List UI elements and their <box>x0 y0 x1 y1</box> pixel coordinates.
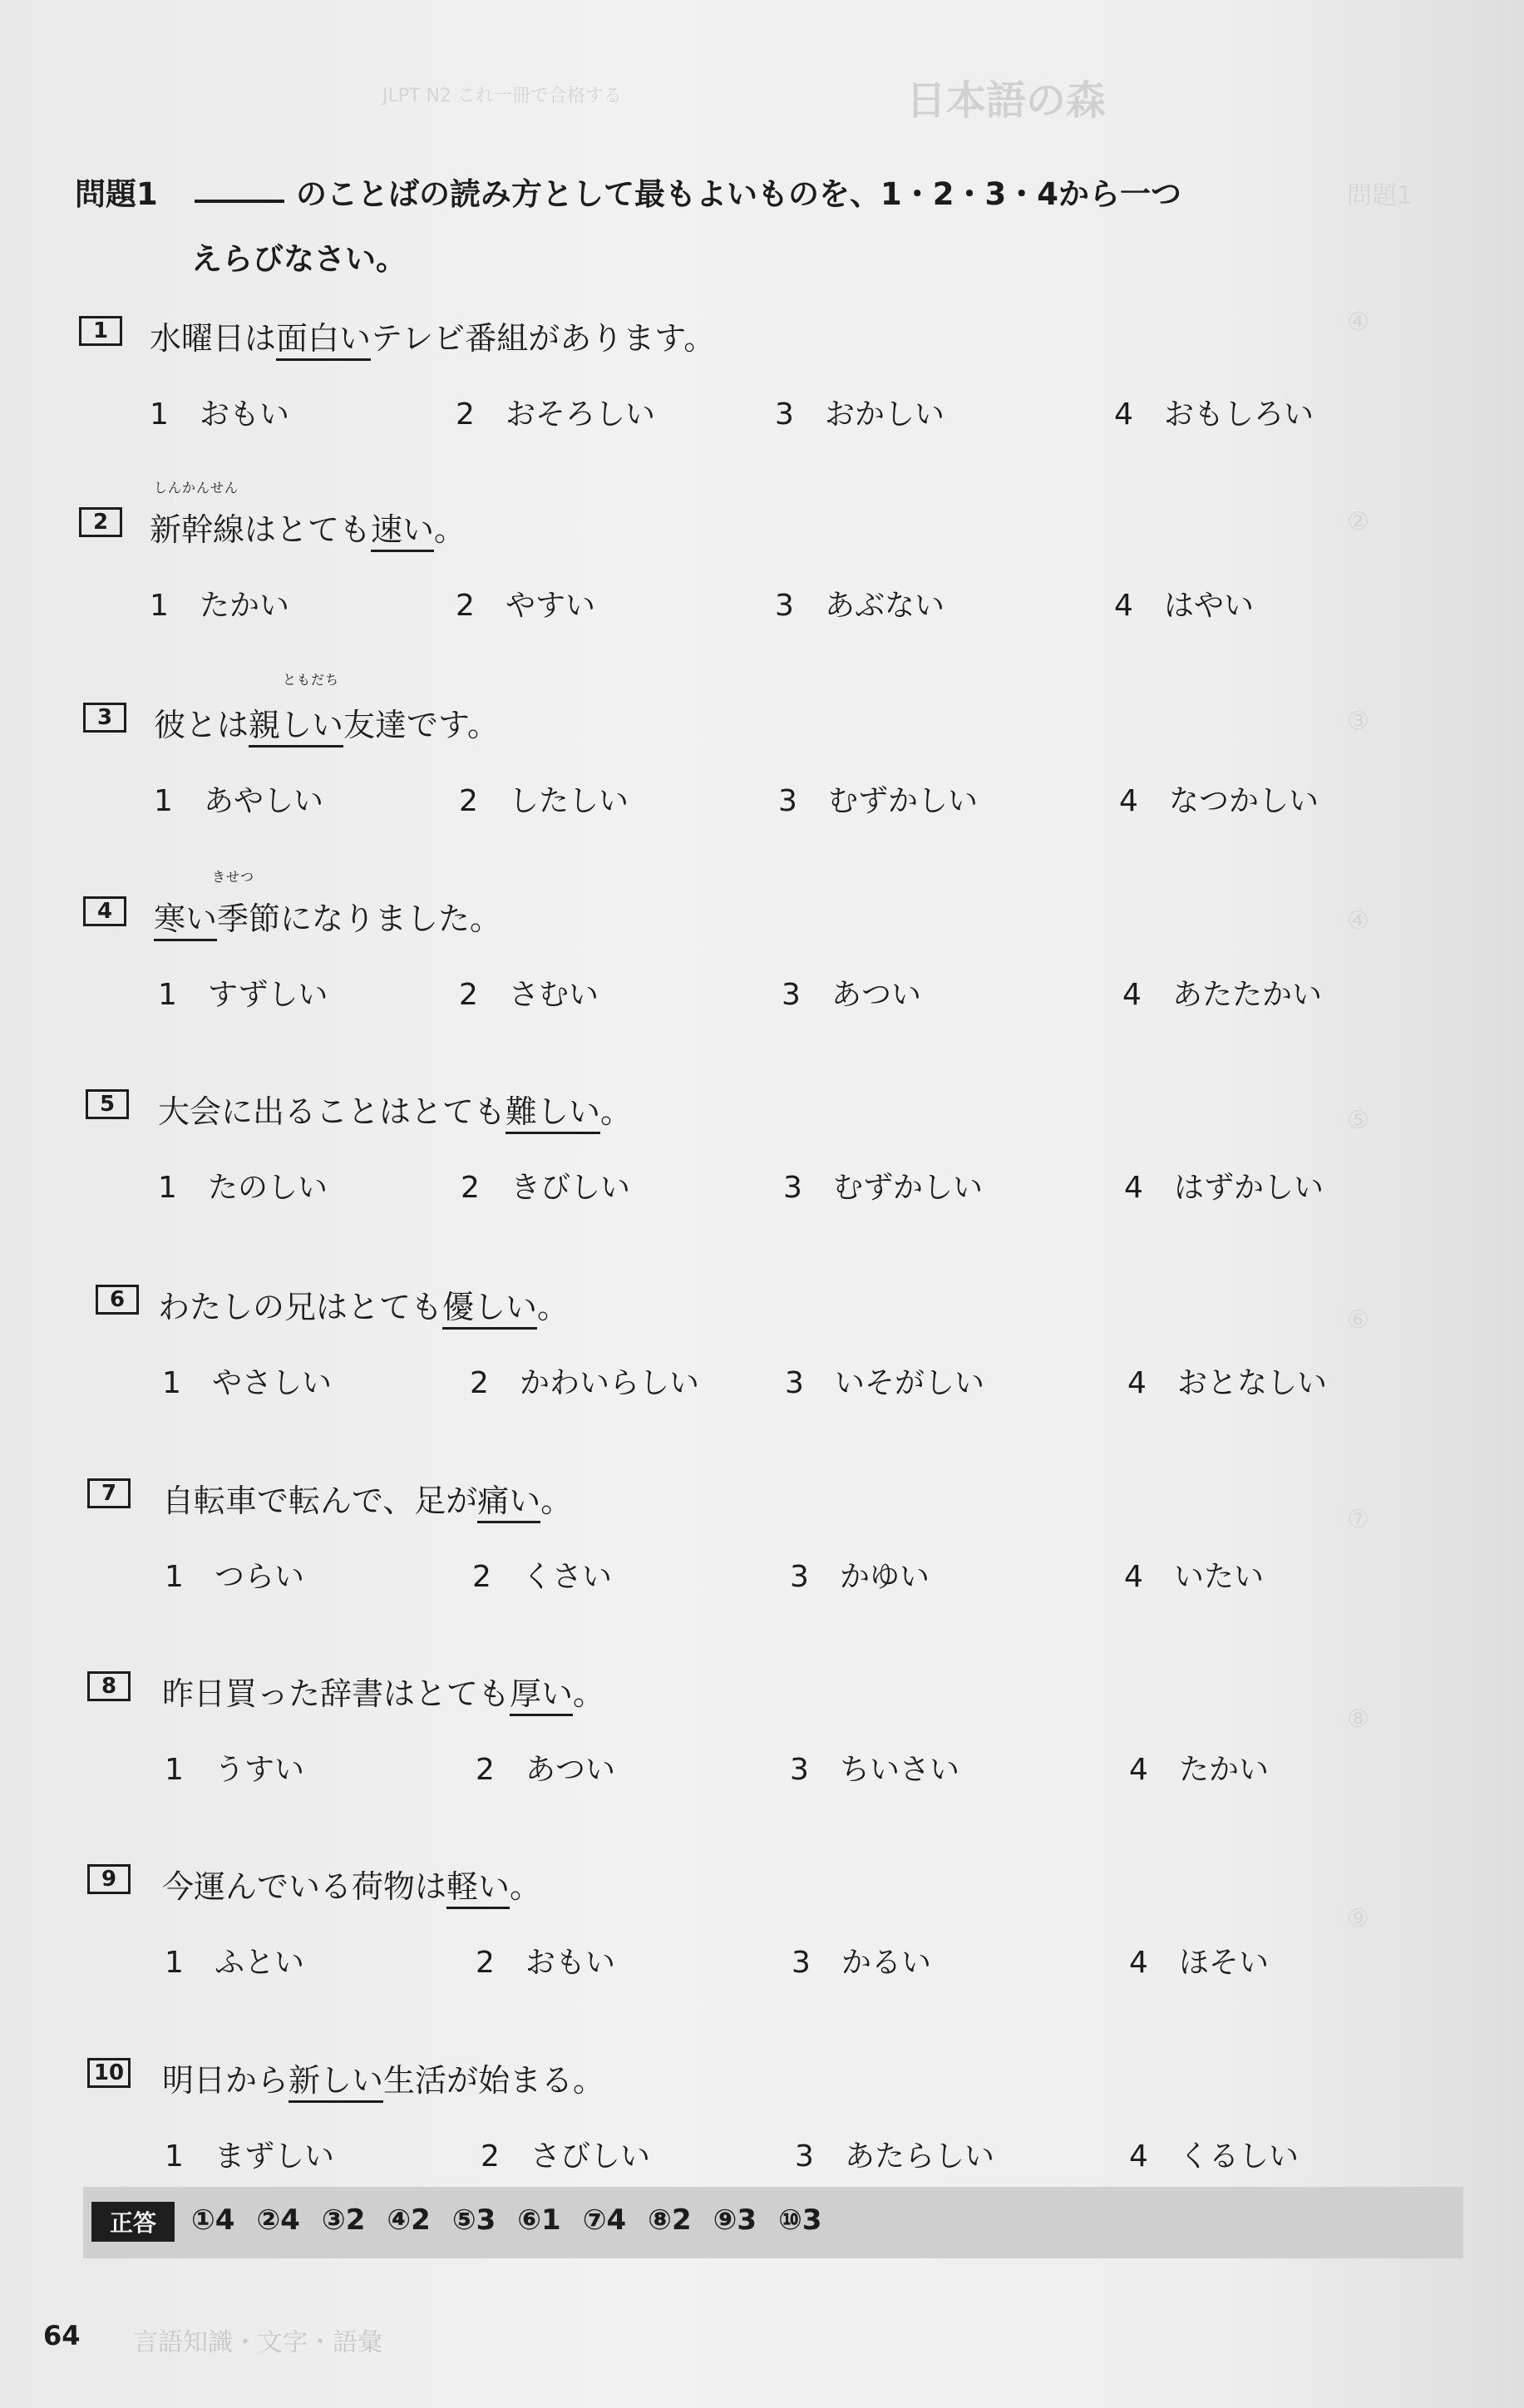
option-text: ちいさい <box>840 1753 960 1787</box>
option-text: あつい <box>831 978 922 1012</box>
option-number: 3 <box>783 1171 802 1205</box>
option-number: 1 <box>158 978 177 1012</box>
underlined-word: 寒い <box>154 901 217 941</box>
option-text: あたらしい <box>845 2139 995 2174</box>
option-1 <box>165 1746 304 1789</box>
question-text-before: 大会に出ることはとても <box>158 1093 506 1130</box>
underlined-word: 優しい <box>442 1289 537 1330</box>
option-number: 2 <box>459 784 478 818</box>
option-text: かるい <box>841 1946 932 1980</box>
problem-label: 問題1 <box>75 176 158 212</box>
option-number: 1 <box>165 2139 184 2174</box>
option-4 <box>1122 971 1322 1014</box>
option-text: あたたかい <box>1172 978 1323 1012</box>
answer-options <box>0 1553 1413 1595</box>
option-1 <box>165 1553 304 1596</box>
option-4 <box>1114 582 1254 624</box>
option-text: たかい <box>200 589 290 623</box>
question-text-after: 。 <box>434 511 466 548</box>
furigana: ともだち <box>283 672 340 688</box>
question-text <box>154 893 501 939</box>
textbook-page: JLPT N2 これ一冊で合格する 日本語の森 問題1 ④ ② ③ ④ ⑤ ⑥ ⑦ ⑧ ⑨ 問題1 のことばの読み方として最もよいものを、1・2・3・4から一つ えらびなさい。 1 水曜日は面白いテレビ番組があります。 1 おもい 2 おそろしい 3 おかしい 4 おもしろい 2 新幹線はとても速い。 しんかんせん 1 たかい 2 やすい 3 あぶない 4 はやい 3 彼とは親しい友達です。 ともだち 1 あやしい 2 したしい 3 むずかしい 4 なつかしい 4 寒い季節になりました。 きせつ 1 すずしい 2 さむい 3 あつい 4 あたたかい 5 大会に出ることはとても難しい。 1 たのしい 2 きびしい 3 むずかしい 4 はずかしい 6 わたしの兄はとても優しい。 1 やさしい 2 かわいらしい 3 いそがしい 4 おとなしい 7 自転車で転んで、足が痛い。 1 つらい 2 くさい 3 かゆい 4 いたい 8 昨日買った辞書はとても厚い。 1 うすい 2 あつい 3 ちいさい 4 たかい 9 今運んでいる荷物は軽い。 1 ふとい 2 おもい 3 かるい 4 ほそい 10 明日から新しい生活が始まる。 1 まずしい 2 さびしい 3 あたらしい 4 くるしい 正答 ①4 ②4 ③2 ④2 ⑤3 ⑥1 ⑦4 ⑧2 ⑨3 ⑩3 64 言語知識・文字・語彙 <box>0 0 1524 2408</box>
question-number: 8 <box>87 1671 131 1701</box>
option-text: したしい <box>509 784 629 818</box>
option-text: くさい <box>522 1560 613 1594</box>
question-text-after: 。 <box>510 1868 542 1905</box>
answer-options <box>0 2133 1413 2174</box>
option-1 <box>150 582 289 624</box>
option-number: 3 <box>778 784 797 818</box>
option-3 <box>790 1746 959 1789</box>
option-number: 2 <box>470 1366 489 1400</box>
option-4 <box>1129 2133 1299 2175</box>
option-text: ふとい <box>215 1946 305 1980</box>
option-text: たのしい <box>208 1171 328 1205</box>
answer-options <box>0 971 1413 1013</box>
option-text: むずかしい <box>833 1171 984 1205</box>
option-number: 2 <box>459 978 478 1012</box>
option-text: あぶない <box>825 589 945 623</box>
question-text <box>158 1086 632 1132</box>
bleed-through-footer: 言語知識・文字・語彙 <box>133 2328 382 2357</box>
problem-instruction <box>75 162 1181 292</box>
option-number: 3 <box>775 397 794 432</box>
question-text-after: 。 <box>540 1483 573 1519</box>
option-3 <box>792 1939 931 1981</box>
option-text: はずかしい <box>1174 1171 1324 1205</box>
question-text-before: 彼とは <box>154 707 249 743</box>
option-number: 1 <box>165 1753 184 1787</box>
option-4 <box>1124 1164 1324 1206</box>
instruction-line-2: えらびなさい。 <box>191 241 407 277</box>
option-2 <box>481 2133 650 2175</box>
option-text: さむい <box>509 978 599 1012</box>
question-text-before: 水曜日は <box>150 320 277 357</box>
underline-blank <box>195 200 284 203</box>
option-number: 1 <box>154 784 173 818</box>
question-text-before: わたしの兄はとても <box>158 1289 443 1325</box>
option-number: 1 <box>165 1946 184 1980</box>
question-text-before: 昨日買った辞書はとても <box>162 1675 510 1712</box>
question-number: 1 <box>79 316 122 346</box>
option-3 <box>795 2133 994 2175</box>
option-text: おそろしい <box>506 397 656 432</box>
question-text <box>162 2055 604 2100</box>
option-number: 1 <box>165 1560 184 1594</box>
question-text-after: テレビ番組があります。 <box>371 320 716 357</box>
option-2 <box>476 1939 615 1981</box>
underlined-word: 軽い <box>446 1868 510 1909</box>
option-number: 2 <box>476 1946 495 1980</box>
underlined-word: 厚い <box>510 1675 573 1716</box>
option-text: さびしい <box>530 2139 651 2174</box>
answer-key-label: 正答 <box>91 2202 175 2242</box>
option-text: きびしい <box>510 1171 631 1205</box>
question-text-after: 。 <box>600 1093 633 1130</box>
answer-options <box>0 1746 1413 1788</box>
answer-options <box>0 1939 1413 1981</box>
question-number: 5 <box>86 1089 129 1119</box>
question-text <box>150 313 715 358</box>
option-number: 3 <box>785 1366 804 1400</box>
option-2 <box>470 1359 699 1402</box>
option-number: 1 <box>162 1366 181 1400</box>
answer-item: ②4 <box>256 2203 300 2237</box>
furigana: きせつ <box>212 869 255 885</box>
question-number: 2 <box>79 507 122 537</box>
question-text <box>162 1861 541 1907</box>
option-4 <box>1127 1359 1327 1402</box>
option-2 <box>461 1164 630 1206</box>
option-number: 2 <box>461 1171 480 1205</box>
question-text-before: 今運んでいる荷物は <box>162 1868 447 1905</box>
question-text-before: 自転車で転んで、足が <box>162 1483 478 1519</box>
underlined-word: 親しい <box>249 707 343 748</box>
bleed-through-header: JLPT N2 これ一冊で合格する <box>382 86 622 106</box>
question-text-after: 。 <box>573 1675 605 1712</box>
option-text: かわいらしい <box>520 1366 700 1400</box>
answer-item: ⑥1 <box>517 2203 561 2237</box>
option-text: かゆい <box>840 1560 930 1594</box>
option-3 <box>775 391 944 433</box>
question-text-after: 友達です。 <box>343 707 499 743</box>
option-3 <box>785 1359 984 1402</box>
underlined-word: 難しい <box>506 1093 600 1134</box>
option-number: 4 <box>1122 978 1142 1012</box>
option-4 <box>1129 1939 1269 1981</box>
question-number: 6 <box>96 1285 139 1315</box>
option-2 <box>459 777 629 820</box>
option-number: 4 <box>1119 784 1138 818</box>
option-number: 4 <box>1114 397 1133 432</box>
option-3 <box>782 971 921 1014</box>
option-text: まずしい <box>215 2139 335 2174</box>
option-1 <box>165 2133 334 2175</box>
question-text <box>162 1668 604 1714</box>
option-text: つらい <box>215 1560 305 1594</box>
answer-item: ①4 <box>191 2203 235 2237</box>
option-text: はやい <box>1164 589 1255 623</box>
option-text: すずしい <box>208 978 328 1012</box>
option-number: 4 <box>1127 1366 1147 1400</box>
option-number: 4 <box>1129 2139 1148 2174</box>
option-number: 3 <box>792 1946 811 1980</box>
option-number: 2 <box>476 1753 495 1787</box>
option-4 <box>1114 391 1314 433</box>
bleed-through-title: 日本語の森 <box>906 77 1107 124</box>
option-2 <box>459 971 599 1014</box>
option-1 <box>162 1359 332 1402</box>
option-1 <box>165 1939 304 1981</box>
option-number: 3 <box>782 978 801 1012</box>
question-number: 7 <box>87 1478 131 1508</box>
option-number: 2 <box>456 397 475 432</box>
answer-item: ⑦4 <box>582 2203 627 2237</box>
question-text <box>154 699 499 745</box>
option-text: あつい <box>525 1753 616 1787</box>
option-2 <box>456 391 655 433</box>
answer-item: ⑧2 <box>648 2203 692 2237</box>
answer-options <box>0 1164 1413 1206</box>
option-3 <box>778 777 978 820</box>
furigana: しんかんせん <box>154 480 239 496</box>
option-number: 4 <box>1114 589 1133 623</box>
answer-item: ⑩3 <box>778 2203 822 2237</box>
option-4 <box>1119 777 1319 820</box>
underlined-word: 速い <box>371 511 434 552</box>
option-text: やさしい <box>212 1366 333 1400</box>
page-number: 64 <box>43 2320 81 2351</box>
question-text <box>150 504 466 550</box>
option-text: おとなしい <box>1177 1366 1328 1400</box>
option-2 <box>456 582 595 624</box>
option-number: 1 <box>158 1171 177 1205</box>
question-text-after: 季節になりました。 <box>217 901 502 937</box>
option-number: 3 <box>795 2139 814 2174</box>
answer-key-bar <box>83 2187 1463 2258</box>
option-number: 3 <box>790 1560 809 1594</box>
option-text: たかい <box>1179 1753 1270 1787</box>
option-text: なつかしい <box>1169 784 1319 818</box>
option-number: 2 <box>481 2139 500 2174</box>
option-1 <box>150 391 289 433</box>
option-3 <box>775 582 944 624</box>
option-text: うすい <box>215 1753 305 1787</box>
question-text-before: 明日から <box>162 2062 289 2099</box>
option-2 <box>476 1746 615 1789</box>
option-1 <box>158 971 328 1014</box>
answer-options <box>0 582 1413 624</box>
option-4 <box>1129 1746 1269 1789</box>
underlined-word: 痛い <box>477 1483 540 1523</box>
option-text: いそがしい <box>835 1366 985 1400</box>
underlined-word: 面白い <box>276 320 371 361</box>
option-text: ほそい <box>1179 1946 1270 1980</box>
question-text-after: 生活が始まる。 <box>383 2062 605 2099</box>
option-number: 4 <box>1129 1753 1148 1787</box>
option-2 <box>472 1553 612 1596</box>
answer-item: ⑨3 <box>713 2203 757 2237</box>
question-number: 10 <box>87 2058 131 2088</box>
option-1 <box>158 1164 328 1206</box>
option-number: 1 <box>150 397 169 432</box>
underlined-word: 新しい <box>289 2062 383 2103</box>
question-text-after: 。 <box>537 1289 570 1325</box>
question-text-before: 新幹線はとても <box>150 511 372 548</box>
question-number: 3 <box>83 703 126 733</box>
question-number: 9 <box>87 1864 131 1894</box>
option-text: おもしろい <box>1164 397 1314 432</box>
option-text: おもい <box>525 1946 616 1980</box>
option-text: いたい <box>1174 1560 1265 1594</box>
option-text: やすい <box>506 589 596 623</box>
instruction-line-1: のことばの読み方として最もよいものを、1・2・3・4から一つ <box>296 176 1181 212</box>
option-number: 4 <box>1129 1946 1148 1980</box>
question-text <box>162 1475 572 1521</box>
answer-options <box>0 777 1413 819</box>
option-number: 4 <box>1124 1560 1143 1594</box>
answer-item: ⑤3 <box>451 2203 496 2237</box>
answer-item: ④2 <box>387 2203 431 2237</box>
option-text: あやしい <box>204 784 324 818</box>
option-number: 4 <box>1124 1171 1143 1205</box>
option-1 <box>154 777 323 820</box>
question-number: 4 <box>83 896 126 926</box>
answer-options <box>0 1359 1413 1401</box>
answer-options <box>0 391 1413 432</box>
option-4 <box>1124 1553 1264 1596</box>
option-text: むずかしい <box>828 784 979 818</box>
option-text: おもい <box>200 397 290 432</box>
option-3 <box>783 1164 983 1206</box>
option-number: 3 <box>775 589 794 623</box>
option-number: 1 <box>150 589 169 623</box>
answer-item: ③2 <box>321 2203 366 2237</box>
option-number: 3 <box>790 1753 809 1787</box>
option-number: 2 <box>456 589 475 623</box>
option-number: 2 <box>472 1560 491 1594</box>
question-text <box>158 1281 569 1327</box>
option-3 <box>790 1553 930 1596</box>
option-text: おかしい <box>825 397 945 432</box>
option-text: くるしい <box>1179 2139 1300 2174</box>
answer-key-list <box>191 2203 844 2237</box>
